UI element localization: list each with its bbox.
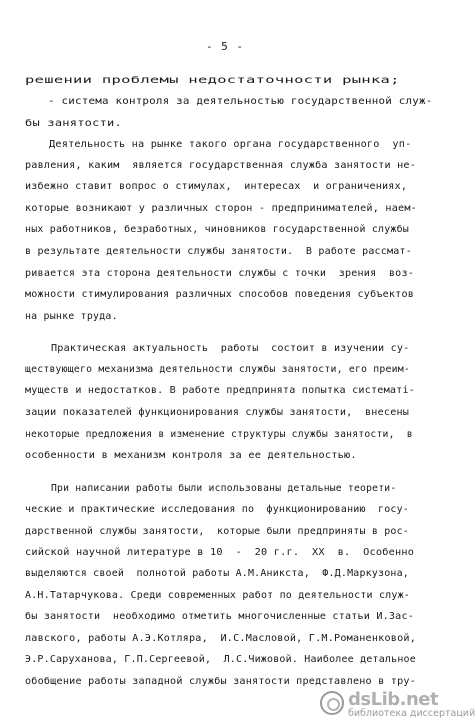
text-line: ных работников, безработных, чиновников государственной службы <box>25 224 410 235</box>
text-line: на рынке труда. <box>25 311 118 322</box>
text-line: некоторые предложения в изменение структуры службы занятости, в <box>25 429 413 440</box>
text-line: выделяются своей полнотой работы А.М.Аникста, Ф.Д.Маркузона, <box>25 568 410 579</box>
watermark <box>320 687 475 719</box>
text-line: равления, каким является государственная служба занятости не- <box>25 160 417 171</box>
text-line: ческие и практические исследования по функционированию госу- <box>25 504 410 515</box>
dslib-logo-icon <box>320 691 344 715</box>
text-line: Практическая актуальность работы состоит в изучении су- <box>51 343 410 354</box>
text-line: можности стимулирования различных способов поведения субъектов <box>25 289 414 300</box>
text-line: дарственной службы занятости, которые были предприняты в рос- <box>25 526 410 537</box>
text-line: Деятельность на рынке такого органа государственного уп- <box>49 139 412 150</box>
text-line: ривается эта сторона деятельности службы с точки зрения воз- <box>25 268 414 279</box>
text-line: в результате деятельности службы занятости. В работе рассмат- <box>25 246 413 257</box>
text-line: - система контроля за деятельностью государственной служ- <box>48 96 433 107</box>
text-line: которые возникают у различных сторон - предпринимателей, наем- <box>25 203 418 214</box>
text-line: При написании работы были использованы детальные теорети- <box>51 483 397 494</box>
text-line: бы занятости необходимо отметить многочисленные статьи И.Зас- <box>25 611 414 622</box>
watermark-site: dsLib.net <box>348 689 439 710</box>
text-line: сийской научной литературе в 10 - 20 г.г. XX в. Особенно <box>25 547 415 558</box>
text-line: решении проблемы недостаточности рынка; <box>25 75 400 86</box>
text-line: бы занятости. <box>25 118 122 129</box>
text-line: ществующего механизма деятельности службы занятости, его преим- <box>25 364 410 375</box>
text-line: зации показателей функционирования службы занятости, внесены <box>25 407 410 418</box>
text-line: особенности в механизм контроля за ее деятельностью. <box>25 450 357 461</box>
text-line: Э.Р.Саруханова, Г.П.Сергеевой, Л.С.Чижовой. Наиболее детальное <box>25 654 416 665</box>
text-line: обобщение работы западной службы занятости представлено в тру- <box>25 676 417 687</box>
text-line: А.Н.Татарчукова. Среди современных работ по деятельности служ- <box>25 590 410 601</box>
watermark-subtitle: библиотека диссертаций <box>348 708 475 719</box>
text-line: муществ и недостатков. В работе предпринята попытка систематi- <box>25 385 416 396</box>
page-number: - 5 - <box>205 40 245 53</box>
text-line: лавского, работы А.Э.Котляра, И.С.Масловой, Г.М.Романенковой, <box>25 633 417 644</box>
text-line: избежно ставит вопрос о стимулах, интересах и ограничениях, <box>25 181 408 192</box>
